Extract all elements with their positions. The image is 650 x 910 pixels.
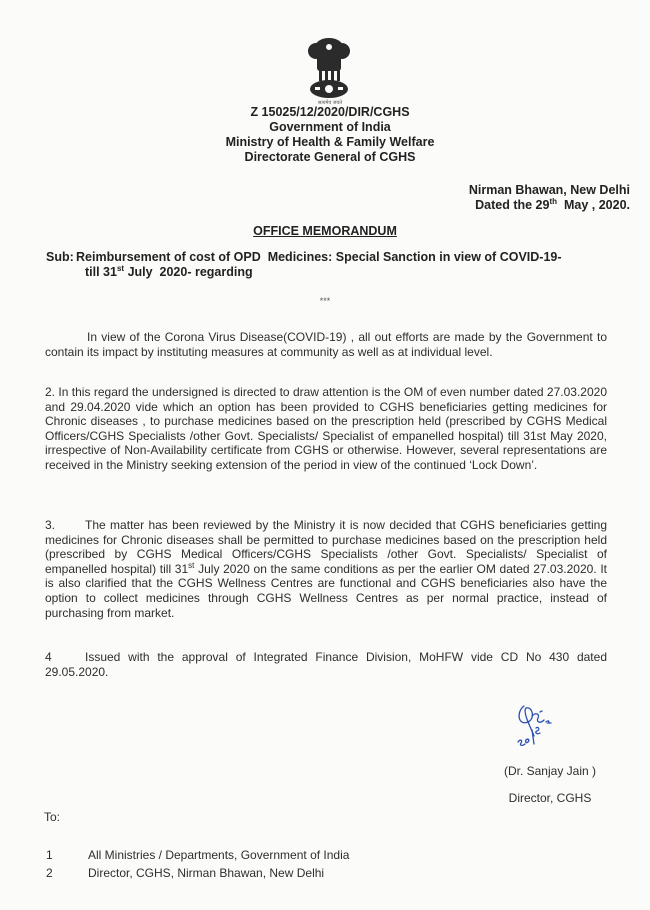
- subject-label: Sub:: [46, 250, 74, 264]
- document-title: OFFICE MEMORANDUM: [253, 224, 397, 238]
- separator: ***: [319, 296, 331, 306]
- directorate-name: Directorate General of CGHS: [244, 150, 416, 164]
- signatory-name: (Dr. Sanjay Jain ): [503, 764, 597, 778]
- date-month-year: May , 2020.: [557, 198, 630, 212]
- subject-line-1: Reimbursement of cost of OPD Medicines: Special Sanction in view of COVID-19-: [76, 250, 562, 264]
- list-item-text: Director, CGHS, Nirman Bhawan, New Delhi: [88, 866, 325, 880]
- subject-line-2-prefix: till 31: [85, 265, 117, 279]
- paragraph-2: 2. In this regard the undersigned is directed to draw attention is the OM of even number dated 27.03.2020 and 29.04.2020 vide which an option has been provided to CGHS beneficiaries getting medicines for Chronic diseases , to purchase medicines based on the prescription held (prescribed by CGHS Medical Officers/CGHS Specialists /other Govt. Specialists/ Specialist of empanelled hospital) till 31st May 2020, irrespective of Non-Availability certificate from CGHS or otherwise. However, several representations are received in the Ministry seeking extension of the period in view of the continued ‘Lock Down’.: [45, 385, 607, 472]
- paragraph-4-text: Issued with the approval of Integrated Finance Division, MoHFW vide CD No 430 dated 29.05.2020.: [45, 650, 607, 679]
- date: [430, 198, 630, 213]
- paragraph-3-ordinal: st: [188, 560, 195, 570]
- list-item: [44, 846, 544, 864]
- distribution-list: [44, 846, 544, 882]
- emblem-motto: सत्यमेव जयते: [317, 100, 343, 106]
- government-name: Government of India: [269, 120, 391, 134]
- paragraph-1: [45, 330, 607, 359]
- paragraph-3-number: 3.: [45, 518, 56, 532]
- letterhead: [160, 105, 500, 165]
- paragraph-4-number: 4: [45, 650, 52, 664]
- paragraph-1-text: In view of the Corona Virus Disease(COVID-19) , all out efforts are made by the Government to contain its impact by instituting measures at community as well as at individual level.: [45, 330, 607, 359]
- paragraph-3-text-b: July 2020 on the same conditions as per the earlier OM dated 27.03.2020. It is also clarified that the CGHS Wellness Centres are functional and CGHS beneficiaries also have the option to collect medicines through CGHS Wellness Centres as per normal practice, instead of purchasing from market.: [45, 561, 607, 620]
- national-emblem-icon: [305, 35, 353, 101]
- place: Nirman Bhawan, New Delhi: [468, 183, 630, 197]
- signatory-designation: Director, CGHS: [508, 791, 592, 805]
- place-and-date: [430, 183, 630, 213]
- ministry-name: Ministry of Health & Family Welfare: [225, 135, 435, 149]
- subject: [46, 250, 636, 280]
- file-number: Z 15025/12/2020/DIR/CGHS: [250, 105, 410, 119]
- subject-ordinal: st: [116, 263, 125, 273]
- distribution-label: To:: [44, 810, 61, 824]
- paragraph-3: [45, 518, 607, 620]
- date-day: Dated the 29: [475, 198, 550, 212]
- list-item-text: All Ministries / Departments, Government of India: [88, 848, 350, 862]
- paragraph-3-text-a: The matter has been reviewed by the Ministry it is now decided that CGHS beneficiaries getting medicines for Chronic diseases shall be permitted to purchase medicines based on the prescription held (prescribed by CGHS Medical Officers/CGHS Specialists /other Govt. Specialists/ Specialist of empanelled hospital) till 31: [45, 518, 607, 576]
- date-ordinal: th: [549, 196, 558, 206]
- subject-line-2: [46, 265, 636, 280]
- list-item-number: 2: [46, 866, 53, 880]
- subject-line-2-suffix: July 2020- regarding: [124, 265, 253, 279]
- paragraph-4: [45, 650, 607, 679]
- list-item-number: 1: [46, 848, 53, 862]
- signature-icon: [510, 702, 570, 752]
- list-item: [44, 864, 544, 882]
